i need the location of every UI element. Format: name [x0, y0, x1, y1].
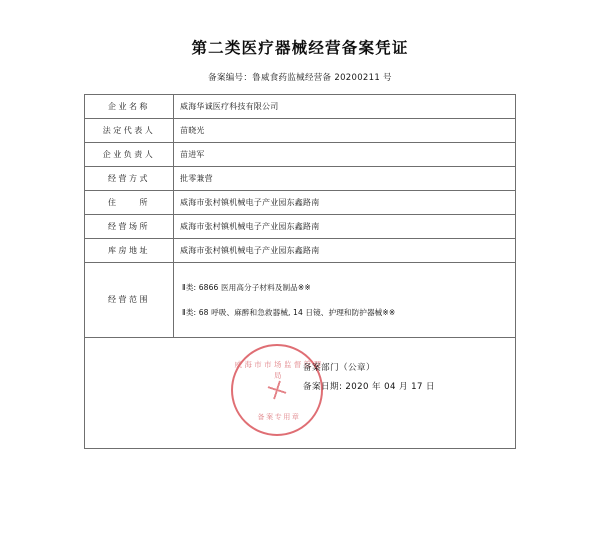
- row-label-residence: 住 所: [85, 191, 174, 215]
- table-row: [85, 215, 516, 239]
- table-row: [85, 239, 516, 263]
- business-scope-line: Ⅱ类: 6866 医用高分子材料及制品※※: [182, 283, 311, 293]
- business-scope-line: Ⅱ类: 68 呼吸、麻醉和急救器械, 14 日镜、护理和防护器械※※: [182, 307, 396, 317]
- table-row: [85, 191, 516, 215]
- document-page: [0, 36, 600, 536]
- signature-area: [91, 338, 509, 448]
- table-row-signature: [85, 338, 516, 449]
- table-row: [85, 119, 516, 143]
- seal-top-text: 威海市市场监督管理局: [234, 360, 324, 381]
- seal-bottom-text: 备案专用章: [257, 412, 301, 421]
- certificate-table-wrapper: [84, 94, 516, 449]
- row-value-business-site: 威海市张村镇机械电子产业园东鑫路南: [174, 215, 516, 239]
- certificate-table: [84, 94, 516, 449]
- signature-block: [303, 359, 435, 397]
- table-row-business-scope: [85, 263, 516, 338]
- signature-date: 备案日期: 2020 年 04 月 17 日: [303, 381, 435, 392]
- signature-department: 备案部门（公章）: [303, 363, 375, 373]
- row-value-warehouse-address: 威海市张村镇机械电子产业园东鑫路南: [174, 239, 516, 263]
- record-number: 备案编号：鲁威食药监械经营备 20200211 号: [208, 73, 392, 83]
- signature-cell: [85, 338, 516, 449]
- table-row: [85, 143, 516, 167]
- row-label-company-manager: 企业负责人: [85, 143, 174, 167]
- row-label-business-site: 经营场所: [85, 215, 174, 239]
- row-value-legal-representative: 苗晓光: [174, 119, 516, 143]
- row-value-business-scope: [174, 263, 516, 338]
- table-row: [85, 167, 516, 191]
- row-label-warehouse-address: 库房地址: [85, 239, 174, 263]
- page-title: 第二类医疗器械经营备案凭证: [191, 38, 409, 57]
- table-row: [85, 95, 516, 119]
- row-value-company-manager: 苗进军: [174, 143, 516, 167]
- row-label-business-mode: 经营方式: [85, 167, 174, 191]
- row-value-business-mode: 批零兼营: [174, 167, 516, 191]
- row-label-company-name: 企业名称: [85, 95, 174, 119]
- row-value-company-name: 威海华诚医疗科技有限公司: [174, 95, 516, 119]
- row-label-business-scope: 经营范围: [85, 263, 174, 338]
- row-value-residence: 威海市张村镇机械电子产业园东鑫路南: [174, 191, 516, 215]
- row-label-legal-representative: 法定代表人: [85, 119, 174, 143]
- business-scope-lines: [180, 280, 509, 320]
